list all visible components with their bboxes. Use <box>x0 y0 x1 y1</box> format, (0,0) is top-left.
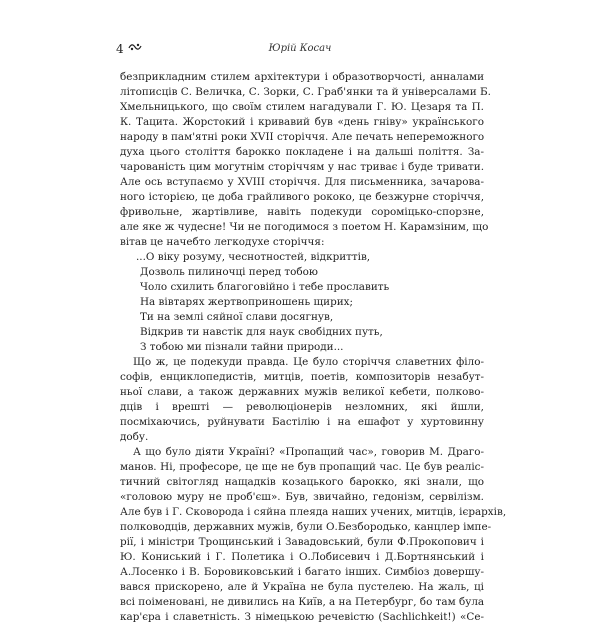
text-line: всі поіменовані, не дивились на Київ, а на Петербург, бо там була <box>120 596 485 608</box>
text-line: А.Лосенко і В. Боровиковський і багато інших. Симбіоз довершу- <box>120 566 484 578</box>
verse-line: Дозволь пилиночці перед тобою <box>140 266 318 278</box>
page-header <box>116 42 484 58</box>
verse-line: Чоло схилить благоговійно і тебе прославить <box>140 281 390 293</box>
text-line: полководців, державних мужів, були О.Безбородько, канцлер імпе- <box>120 521 492 533</box>
body-text <box>120 70 507 625</box>
text-line: але яке ж чудесне! Чи не погодимося з поетом Н. Карамзіним, що <box>120 221 489 233</box>
text-line: кар'єра і славетність. З німецькою речевістю (Sachlichkeit!) «Се- <box>120 611 484 623</box>
text-line: манов. Ні, професоре, це ще не був пропащий час. Це був реаліс- <box>120 461 484 473</box>
text-line: посміхаючись, руйнувати Бастілію і на ешафот у хуртовинну <box>120 416 484 428</box>
text-line: К. Тацита. Жорстокий і кривавий був «день гніву» українського <box>120 116 484 128</box>
verse-line: Відкрив ти навстік для наук свобідних путь, <box>140 326 383 338</box>
text-line: рії, і міністри Трощинський і Завадовський, були Ф.Прокопович і <box>120 536 484 548</box>
text-line: А що було діяти Україні? «Пропащий час», говорив М. Драго- <box>133 446 484 458</box>
text-line: Хмельницького, що своїм стилем нагадували Г. Ю. Цезаря та П. <box>120 101 484 113</box>
text-line: фривольне, жартівливе, навіть подекуди сороміцько-спорзне, <box>120 206 484 218</box>
verse-line: ...О віку розуму, чеснотностей, відкриттів, <box>136 251 371 263</box>
text-line: Але був і Г. Сковорода і сяйна плеяда наших учених, митців, ієрархів, <box>120 506 507 518</box>
text-line: Ю. Кониський і Г. Полетика і О.Лобисевич і Д.Бортнянський і <box>120 551 484 563</box>
text-line: тичний світогляд нащадків козацького барокко, які знали, що <box>120 476 484 488</box>
verse-line: З тобою ми пізнали тайни природи... <box>140 341 344 353</box>
page-number: 4 <box>116 42 124 56</box>
text-line: добу. <box>120 431 149 443</box>
text-line: безприкладним стилем архітектури і образотворчості, анналами <box>120 71 484 83</box>
text-line: вітав це начебто легкодухе сторіччя: <box>120 236 325 248</box>
text-line: ного історією, це доба грайливого рококо, це безжурне сторіччя, <box>120 191 484 203</box>
text-line: дців і врешті — революціонерів незломних, які йшли, <box>120 401 484 413</box>
text-line: софів, енциклопедистів, митців, поетів, композиторів незабут- <box>120 371 484 383</box>
text-line: «головою муру не проб'єш». Був, звичайно, гедонізм, сервілізм. <box>120 491 484 503</box>
text-line: вався прискорено, але й Україна не була пустелею. На жаль, ці <box>120 581 484 593</box>
text-line: літописців С. Величка, С. Зорки, С. Граб'янки та й універсалами Б. <box>120 86 491 98</box>
text-line: Але ось вступаємо у XVIII сторіччя. Для письменника, зачарова- <box>120 176 484 188</box>
text-line: Що ж, це подекуди правда. Це було сторіччя славетних філо- <box>133 356 484 368</box>
running-head: Юрій Косач <box>268 43 332 54</box>
text-line: духа цього століття бароккo покладене і на дальші поліття. За- <box>120 146 484 158</box>
text-line: чарованість цим могутнім сторіччям у нас триває і буде тривати. <box>120 161 484 173</box>
text-line: народу в пам'ятні роки XVII сторіччя. Але печать непереможного <box>120 131 485 143</box>
text-line: ньої слави, а також державних мужів великої кебети, полково- <box>120 386 484 398</box>
verse-line: На вівтарях жертвоприношень щирих; <box>140 296 354 308</box>
verse-line: Ти на землі сяйної слави досягнув, <box>140 311 334 323</box>
